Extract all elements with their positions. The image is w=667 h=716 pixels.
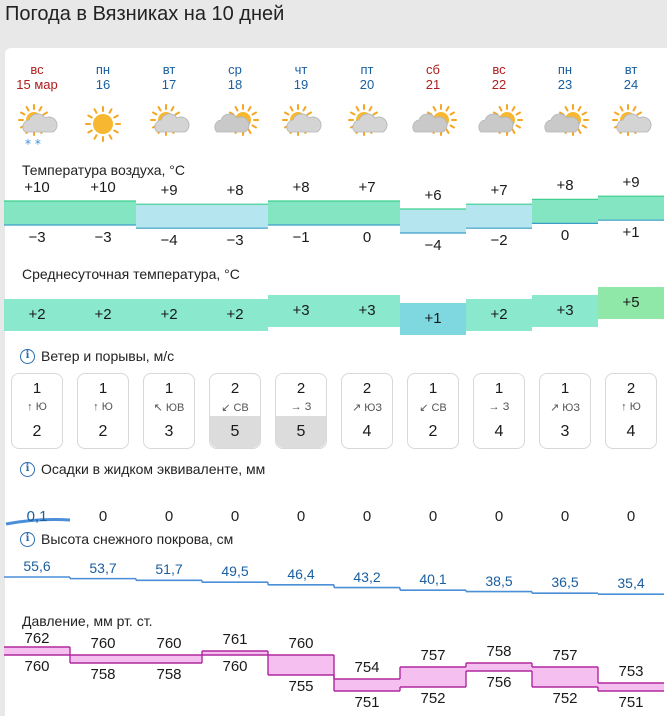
precipitation-value: 0 [296,508,306,525]
temperature-band-segment [532,199,598,223]
temp-max: +9 [622,174,640,192]
pressure-band-segment [136,655,202,663]
wind-card [143,373,195,449]
wind-gust: 2 [78,416,128,448]
avg-temp-value: +2 [490,306,508,323]
precipitation-value: 0 [560,508,570,525]
precipitation-value: 0 [494,508,504,525]
snow-value: 43,2 [353,568,381,585]
snow-value: 46,4 [287,565,315,582]
partly-cloudy-snow-icon [19,105,57,151]
partly-cloudy-icon [349,105,387,135]
wind-speed: 1 [494,380,504,397]
temp-max: +8 [556,177,574,195]
snow-value: 55,6 [23,558,51,574]
temp-max: +10 [24,179,50,196]
snow-value: 53,7 [89,559,117,576]
wind-gust: 4 [606,416,656,448]
pressure-label: Давление, мм рт. ст. [22,613,153,629]
precipitation-value: 0 [626,508,636,525]
wind-speed: 2 [296,380,306,397]
wind-gust: 2 [408,416,458,448]
pressure-min: 755 [288,678,314,695]
temp-max: +6 [424,187,442,204]
wind-card [275,373,327,449]
temp-min: −3 [226,232,244,250]
pressure-band-segment [334,679,400,691]
temp-min: −3 [94,229,112,246]
pressure-min: 752 [552,690,578,707]
info-icon[interactable]: i [20,532,35,547]
temp-max: +8 [226,182,244,200]
wind-card [77,373,129,449]
pressure-min: 758 [156,666,182,683]
wind-speed: 1 [98,380,108,397]
day-date: 19 [293,77,309,92]
pressure-band-segment [598,683,664,691]
snow-value: 49,5 [221,563,249,580]
avg-temperature-label: Среднесуточная температура, °C [22,266,240,282]
wind-gust: 5 [276,416,326,448]
precipitation-value: 0 [164,508,174,525]
wind-direction: ↖ ЮВ [153,402,185,414]
info-icon[interactable]: i [20,349,35,364]
wind-speed: 1 [32,380,42,397]
pressure-max: 757 [420,647,446,664]
day-date: 18 [227,77,243,92]
wind-speed: 2 [362,380,372,397]
wind-direction: ↙ СВ [221,402,249,414]
wind-direction: ↗ ЮЗ [351,402,383,414]
cloudy-icon [545,105,588,135]
pressure-min: 756 [486,674,512,691]
wind-gust: 3 [540,416,590,448]
temp-max: +7 [358,179,376,196]
wind-direction: ↙ СВ [419,402,447,414]
wind-direction: ↑ Ю [621,401,641,413]
avg-temp-value: +3 [292,302,310,319]
snow-label[interactable]: i Высота снежного покрова, см [20,531,233,547]
day-of-week: пн [95,62,111,77]
day-date: 21 [425,77,441,92]
temp-min: −4 [424,237,442,254]
wind-card [605,373,657,449]
avg-temp-value: +2 [94,306,112,323]
avg-temp-value: +1 [424,310,442,327]
precipitation-value: 0 [362,508,372,525]
wind-direction: ↑ Ю [93,401,113,413]
day-date: 20 [359,77,375,92]
temperature-band-segment [400,209,466,233]
temperature-band-segment [70,201,136,225]
day-date: 23 [557,77,573,92]
pressure-max: 757 [552,647,578,664]
pressure-max: 754 [354,659,380,676]
pressure-min: 760 [24,658,50,675]
pressure-min: 760 [222,658,248,675]
wind-direction: ↑ Ю [27,401,47,413]
pressure-min: 751 [618,694,644,711]
pressure-band-segment [532,667,598,687]
temperature-band-segment [598,196,664,220]
cloudy-icon [479,105,522,135]
precipitation-value: 0 [428,508,438,525]
avg-temp-value: +2 [28,306,46,323]
temp-max: +10 [90,179,116,196]
temperature-band-segment [466,204,532,228]
wind-speed: 1 [164,380,174,397]
avg-temp-value: +5 [622,294,640,311]
wind-speed: 1 [560,380,570,397]
pressure-max: 761 [222,631,248,648]
temp-min: −3 [28,229,46,246]
avg-temp-value: +3 [556,302,574,319]
snow-value: 36,5 [551,574,579,591]
partly-cloudy-icon [613,105,651,135]
temp-max: +8 [292,179,310,196]
wind-speed: 2 [230,380,240,397]
pressure-band-segment [466,663,532,671]
wind-speed: 1 [428,380,438,397]
day-of-week: пн [557,62,573,77]
wind-gust: 3 [144,416,194,448]
wind-card [341,373,393,449]
wind-card [473,373,525,449]
temp-min: −2 [490,232,508,250]
pressure-max: 758 [486,643,512,660]
cloudy-icon [215,105,258,135]
snow-value: 38,5 [485,572,513,589]
temperature-label: Температура воздуха, °C [22,162,185,178]
temp-min: 0 [560,227,570,245]
temperature-band-segment [268,201,334,225]
wind-card [539,373,591,449]
svg-text:* *: * * [25,137,41,151]
temp-max: +9 [160,182,178,200]
avg-temp-value: +2 [226,306,244,323]
precipitation-label[interactable]: i Осадки в жидком эквиваленте, мм [20,461,265,477]
precipitation-value: 0 [98,508,108,525]
wind-direction: ↗ ЮЗ [549,402,581,414]
pressure-max: 760 [156,635,182,652]
temperature-band-segment [4,201,70,225]
wind-speed: 2 [626,380,636,397]
wind-card [209,373,261,449]
day-of-week: ср [228,62,242,77]
pressure-min: 752 [420,690,446,707]
pressure-band-segment [4,647,70,655]
wind-card [11,373,63,449]
pressure-min: 758 [90,666,116,683]
pressure-max: 760 [288,635,314,652]
avg-temp-value: +3 [358,302,376,319]
temp-min: 0 [362,229,372,246]
partly-cloudy-icon [283,105,321,135]
wind-gust: 4 [474,416,524,448]
avg-temp-value: +2 [160,306,178,323]
temp-min: −4 [160,232,178,250]
day-date: 15 мар [16,77,58,92]
wind-gust: 5 [210,416,260,448]
pressure-max: 760 [90,635,116,652]
temperature-band-segment [202,204,268,228]
temperature-band-segment [136,204,202,228]
day-of-week: вт [624,62,638,77]
day-of-week: вс [30,62,44,77]
pressure-max: 753 [618,663,644,680]
wind-card [407,373,459,449]
wind-direction: → З [290,401,312,413]
pressure-band-segment [400,667,466,687]
pressure-band-segment [70,655,136,663]
day-of-week: сб [426,62,440,77]
temp-min: +1 [622,224,640,242]
snow-value: 51,7 [155,561,183,578]
info-icon[interactable]: i [20,462,35,477]
wind-label[interactable]: i Ветер и порывы, м/с [20,348,174,364]
day-date: 24 [623,77,639,92]
wind-direction: → З [488,401,510,413]
cloudy-icon [413,105,456,135]
precipitation-value: 0 [230,508,240,525]
snow-value: 35,4 [617,575,645,592]
day-of-week: пт [360,62,374,77]
pressure-max: 762 [24,630,50,647]
pressure-min: 751 [354,694,380,711]
pressure-band-segment [268,655,334,675]
wind-gust: 4 [342,416,392,448]
day-of-week: вт [162,62,176,77]
day-of-week: вс [492,62,506,77]
precipitation-value: 0,1 [26,508,48,525]
partly-cloudy-icon [151,105,189,135]
snow-value: 40,1 [419,571,447,588]
day-date: 16 [95,77,111,92]
wind-gust: 2 [12,416,62,448]
day-of-week: чт [294,62,308,77]
day-date: 17 [161,77,177,92]
sun-icon [86,107,120,141]
day-date: 22 [491,77,507,92]
page-title: Погода в Вязниках на 10 дней [5,3,285,25]
temp-min: −1 [292,229,310,246]
temp-max: +7 [490,182,508,200]
temperature-band-segment [334,201,400,225]
